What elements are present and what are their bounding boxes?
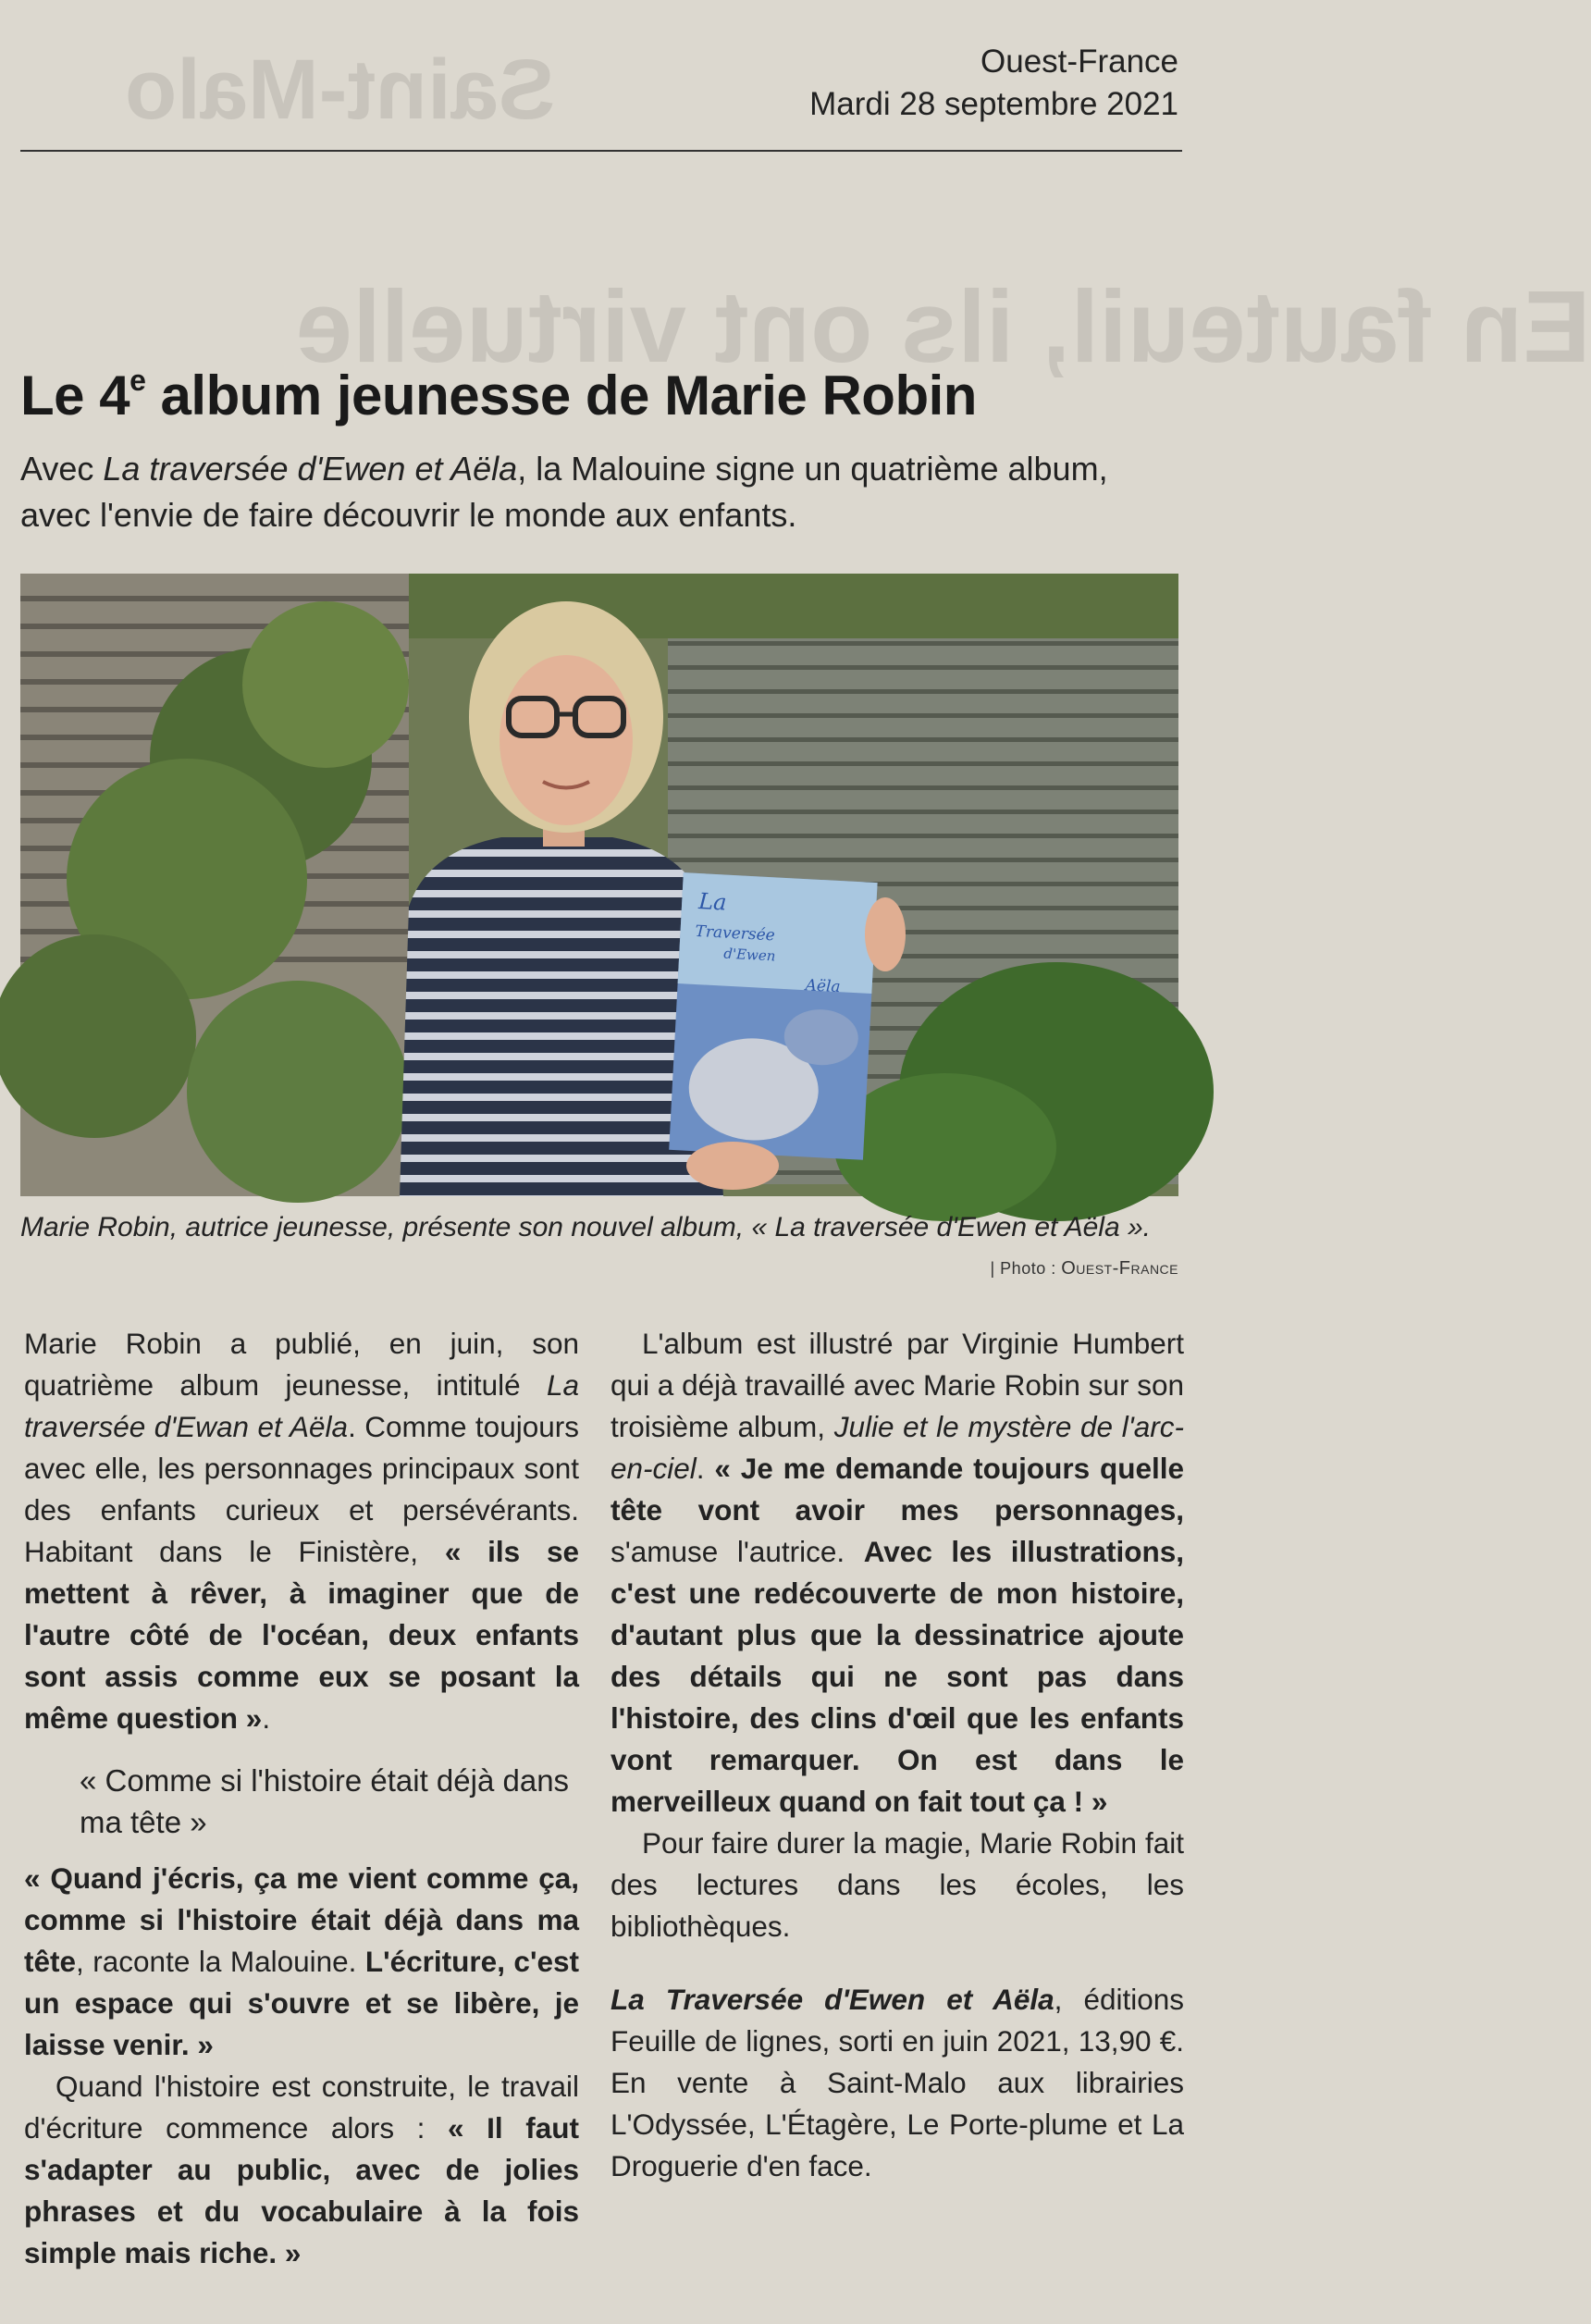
newspaper-name: Ouest-France <box>980 43 1178 80</box>
publication-date: Mardi 28 septembre 2021 <box>809 86 1178 122</box>
article-photo <box>20 574 1178 1196</box>
masthead <box>809 41 1178 126</box>
paragraph: « Quand j'écris, ça me vient comme ça, comme si l'histoire était déjà dans ma tête, raconte la Malouine. L'écriture, c'est un espace qui s'ouvre et se libère, je laisse venir. » <box>24 1861 579 2061</box>
book-cover-title: d'Ewen <box>722 945 776 965</box>
book-cover-title: Traversée <box>695 921 776 946</box>
paragraph: Marie Robin a publié, en juin, son quatrième album jeunesse, intitulé La traversée d'Ewan et Aëla. Comme toujours avec elle, les personnages principaux sont des enfants curieux et persévérants. Habitant dans le Finistère, « ils se mettent à rêver, à imaginer que de l'autre côté de l'océan, deux enfants sont assis comme eux se posant la même question ». <box>24 1327 579 1735</box>
book-cover-title: Aëla <box>805 976 842 997</box>
article-column-right <box>610 1323 1184 2187</box>
book-info: La Traversée d'Ewen et Aëla, éditions Feuille de lignes, sorti en juin 2021, 13,90 €. En vente à Saint-Malo aux librairies L'Odyssée, L'Étagère, Le Porte-plume et La Droguerie d'en face. <box>610 1983 1185 2182</box>
article-lead: Avec La traversée d'Ewen et Aëla, la Malouine signe un quatrième album, avec l'envie de faire découvrir le monde aux enfants. <box>20 450 1108 534</box>
paragraph: L'album est illustré par Virginie Humbert qui a déjà travaillé avec Marie Robin sur son troisième album, Julie et le mystère de l'arc-en-ciel. « Je me demande toujours quelle tête vont avoir mes personnages, s'amuse l'autrice. Avec les illustrations, c'est une redécouverte de mon histoire, d'autant plus que la dessinatrice ajoute des détails qui ne sont pas dans l'histoire, des clins d'œil que les enfants vont remarquer. On est dans le merveilleux quand on fait tout ça ! » <box>610 1327 1185 1818</box>
article-headline: Le 4e album jeunesse de Marie Robin <box>20 364 977 426</box>
paragraph: Pour faire durer la magie, Marie Robin fait des lectures dans les écoles, les bibliothèques. <box>610 1826 1184 1943</box>
bleed-through-text: Saint-Malo <box>125 43 556 137</box>
paragraph: Quand l'histoire est construite, le travail d'écriture commence alors : « Il faut s'adapter au public, avec de jolies phrases et du vocabulaire à la fois simple mais riche. » <box>24 2070 579 2269</box>
intertitle: « Comme si l'histoire était déjà dans ma tête » <box>80 1763 570 1839</box>
header-rule <box>20 150 1182 152</box>
photo-credit: | Photo : Ouest-France <box>990 1258 1178 1279</box>
book-cover-title: La <box>697 888 728 916</box>
article-column-left <box>24 1323 579 2274</box>
photo-caption: Marie Robin, autrice jeunesse, présente son nouvel album, « La traversée d'Ewen et Aëla ». <box>20 1212 1151 1242</box>
bleed-through-text: En fauteuil, ils ont virtuelle <box>296 270 1591 384</box>
